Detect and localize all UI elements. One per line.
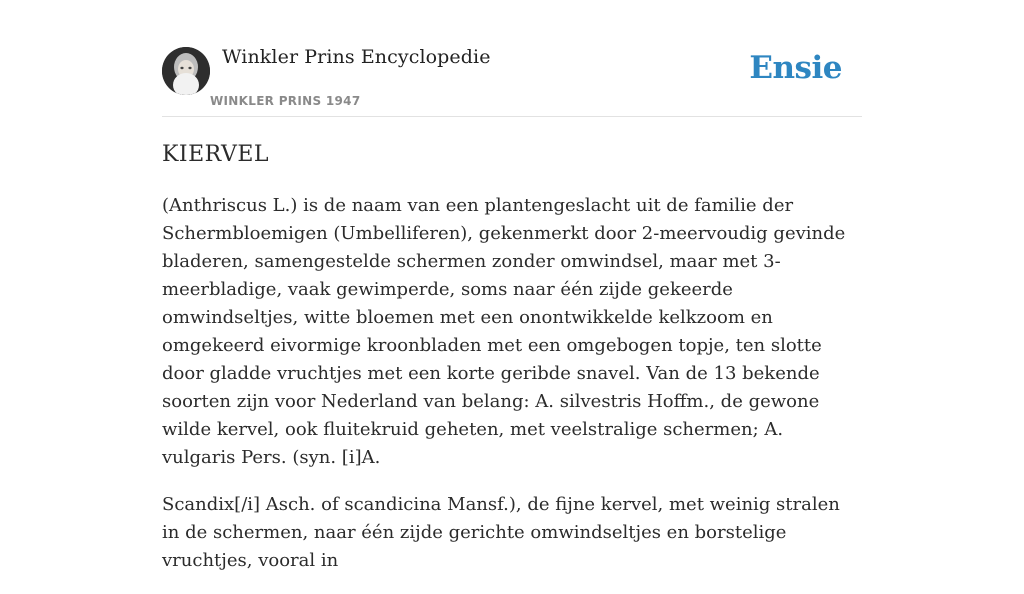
article-body <box>162 192 862 594</box>
article-paragraph: Scandix[/i] Asch. of scandicina Mansf.), de fijne kervel, met weinig stralen in de schermen, naar één zijde gerichte omwindseltjes en borstelige vruchtjes, vooral in <box>162 494 840 571</box>
article-paragraph: (Anthriscus L.) is de naam van een plantengeslacht uit de familie der Schermbloemigen (Umbelliferen), gekenmerkt door 2-meervoudig gevinde bladeren, samengestelde schermen zonder omwindsel, maar met 3-meerbladige, vaak gewimperde, soms naar één zijde gekeerde omwindseltjes, witte bloemen met een onontwikkelde kelkzoom en omgekeerd eivormige kroonbladen met een omgebogen topje, ten slotte door gladde vruchtjes met een korte geribde snavel. Van de 13 bekende soorten zijn voor Nederland van belang: A. silvestris Hoffm., de gewone wilde kervel, ook fluitekruid geheten, met veelstralige schermen; A. vulgaris Pers. (syn. [i]A. <box>162 195 846 468</box>
site-header <box>162 0 862 117</box>
page-container <box>162 0 862 571</box>
article-title: KIERVEL <box>162 142 270 167</box>
source-label[interactable]: WINKLER PRINS 1947 <box>210 94 361 108</box>
site-title[interactable]: Winkler Prins Encyclopedie <box>222 46 491 68</box>
brand-logo[interactable]: Ensie <box>749 50 842 86</box>
author-avatar[interactable] <box>162 47 210 95</box>
portrait-avatar-icon <box>162 47 210 95</box>
